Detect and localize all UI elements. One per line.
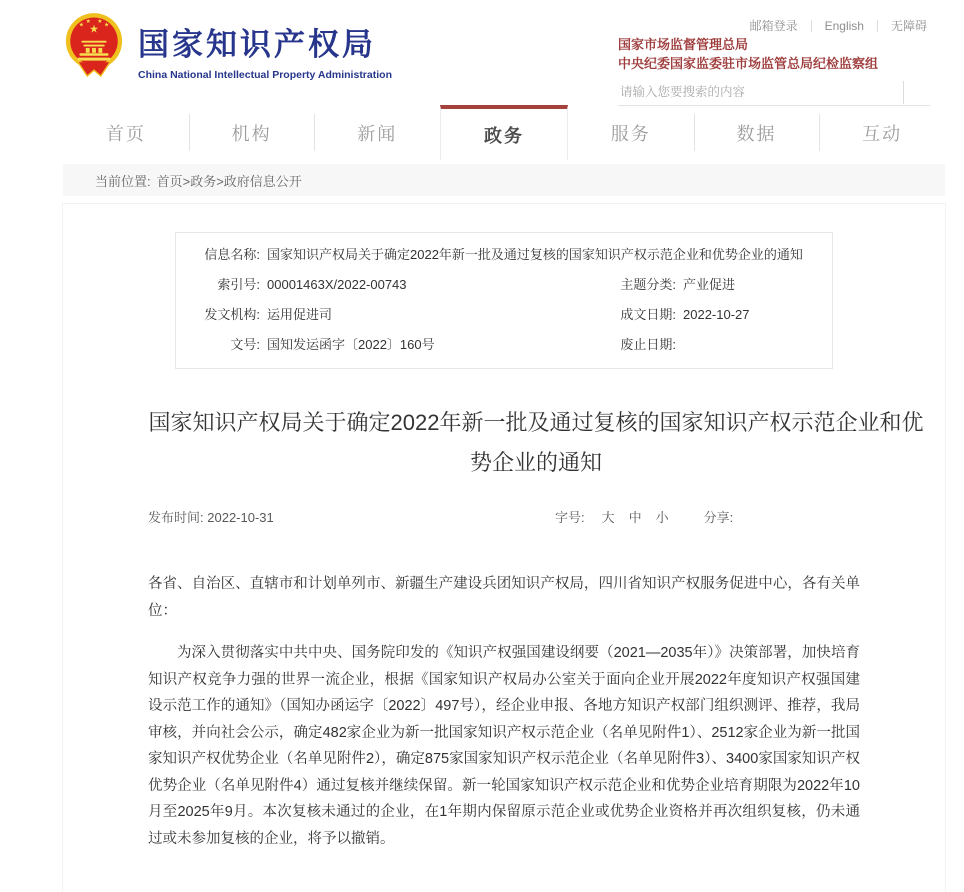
link-english[interactable]: English [824,18,864,33]
article-body [148,571,860,852]
tab-data[interactable]: 数据 [694,105,820,160]
article-meta [148,507,860,527]
info-name-value: 国家知识产权局关于确定2022年新一批及通过复核的国家知识产权示范企业和优势企业的通知 [267,247,803,262]
publish-time-label: 发布时间: [148,510,204,525]
main-nav [63,105,945,160]
info-row-index [176,270,832,300]
info-category-label: 主题分类: [620,277,676,292]
tab-news[interactable]: 新闻 [314,105,440,160]
info-repeal-date-label: 废止日期: [620,337,676,352]
national-emblem-icon [63,11,125,83]
content-card [63,204,945,892]
search-input[interactable] [618,84,903,100]
publish-time [148,510,274,525]
font-size-medium-button[interactable]: 中 [628,510,642,525]
breadcrumb [63,164,945,196]
tab-government-affairs[interactable]: 政务 [440,105,568,160]
article-paragraph: 为深入贯彻落实中共中央、国务院印发的《知识产权强国建设纲要（2021—2035年）》决策部署，加快培育知识产权竞争力强的世界一流企业，根据《国家知识产权局办公室关于面向企业开展2022年度知识产权强国建设示范工作的通知》（国知办函运字〔2022〕497号），经企业申报、各地方知识产权部门组织测评、推荐，我局审核，并向社会公示，确定482家企业为新一批国家知识产权示范企业（名单见附件1）、2512家企业为新一批国家知识产权优势企业（名单见附件2），确定875家国家知识产权示范企业（名单见附件3）、3400家国家知识产权优势企业（名单见附件4）通过复核并继续保留。新一轮国家知识产权示范企业和优势企业培育期限为2022年10月至2025年9月。本次复核未通过的企业，在1年期内保留原示范企业或优势企业资格并再次组织复核，仍未通过或未参加复核的企业，将予以撤销。 [148,645,860,847]
info-index-label: 索引号: [217,277,260,292]
info-agency-value: 运用促进司 [267,307,333,322]
svg-text:★: ★ [85,18,91,25]
search-box [618,79,930,106]
logo-text [138,11,392,83]
info-issue-date-value: 2022-10-27 [683,307,750,322]
share-label[interactable]: 分享: [703,510,734,525]
svg-text:★: ★ [89,23,99,36]
search-button[interactable] [904,80,930,104]
tab-organization[interactable]: 机构 [189,105,315,160]
font-size-small-button[interactable]: 小 [655,510,669,525]
publish-time-value: 2022-10-31 [207,510,274,525]
info-issue-date-label: 成文日期: [620,307,676,322]
utility-links [737,17,940,34]
font-size-large-button[interactable]: 大 [601,510,615,525]
breadcrumb-label: 当前位置: [95,173,151,189]
info-category-value: 产业促进 [683,277,736,292]
site-logo[interactable] [63,11,392,83]
info-doc-number-label: 文号: [230,337,260,352]
document-info-table [175,232,833,369]
font-size-label: 字号: [555,510,585,525]
svg-text:★: ★ [78,22,85,29]
info-name-label: 信息名称: [204,247,260,262]
info-index-value: 00001463X/2022-00743 [267,277,407,292]
link-accessibility[interactable]: 无障碍 [890,19,927,33]
link-samr[interactable]: 国家市场监督管理总局 [618,37,749,52]
svg-text:★: ★ [97,18,103,25]
tab-home[interactable]: 首页 [105,123,146,144]
site-header [0,0,964,105]
info-row-agency [176,300,832,330]
info-doc-number-value: 国知发运函字〔2022〕160号 [267,337,435,352]
site-subtitle: China National Intellectual Property Administration [138,69,392,81]
site-title: 国家知识产权局 [138,27,376,62]
related-org-links [618,35,878,73]
article-paragraph: 各省、自治区、直辖市和计划单列市、新疆生产建设兵团知识产权局，四川省知识产权服务促进中心，各有关单位： [148,576,860,619]
article-title: 国家知识产权局关于确定2022年新一批及通过复核的国家知识产权示范企业和优势企业的通知 [148,410,924,475]
link-mail-login[interactable]: 邮箱登录 [749,19,798,33]
breadcrumb-path[interactable]: 首页>政务>政府信息公开 [156,173,302,189]
info-row-docnumber [176,330,832,360]
info-row-name [176,240,832,270]
tab-interaction[interactable]: 互动 [819,105,945,160]
link-ccdi-group[interactable]: 中央纪委国家监委驻市场监管总局纪检监察组 [618,56,879,71]
svg-text:★: ★ [103,22,110,29]
tab-services[interactable]: 服务 [610,123,651,144]
info-agency-label: 发文机构: [204,307,260,322]
